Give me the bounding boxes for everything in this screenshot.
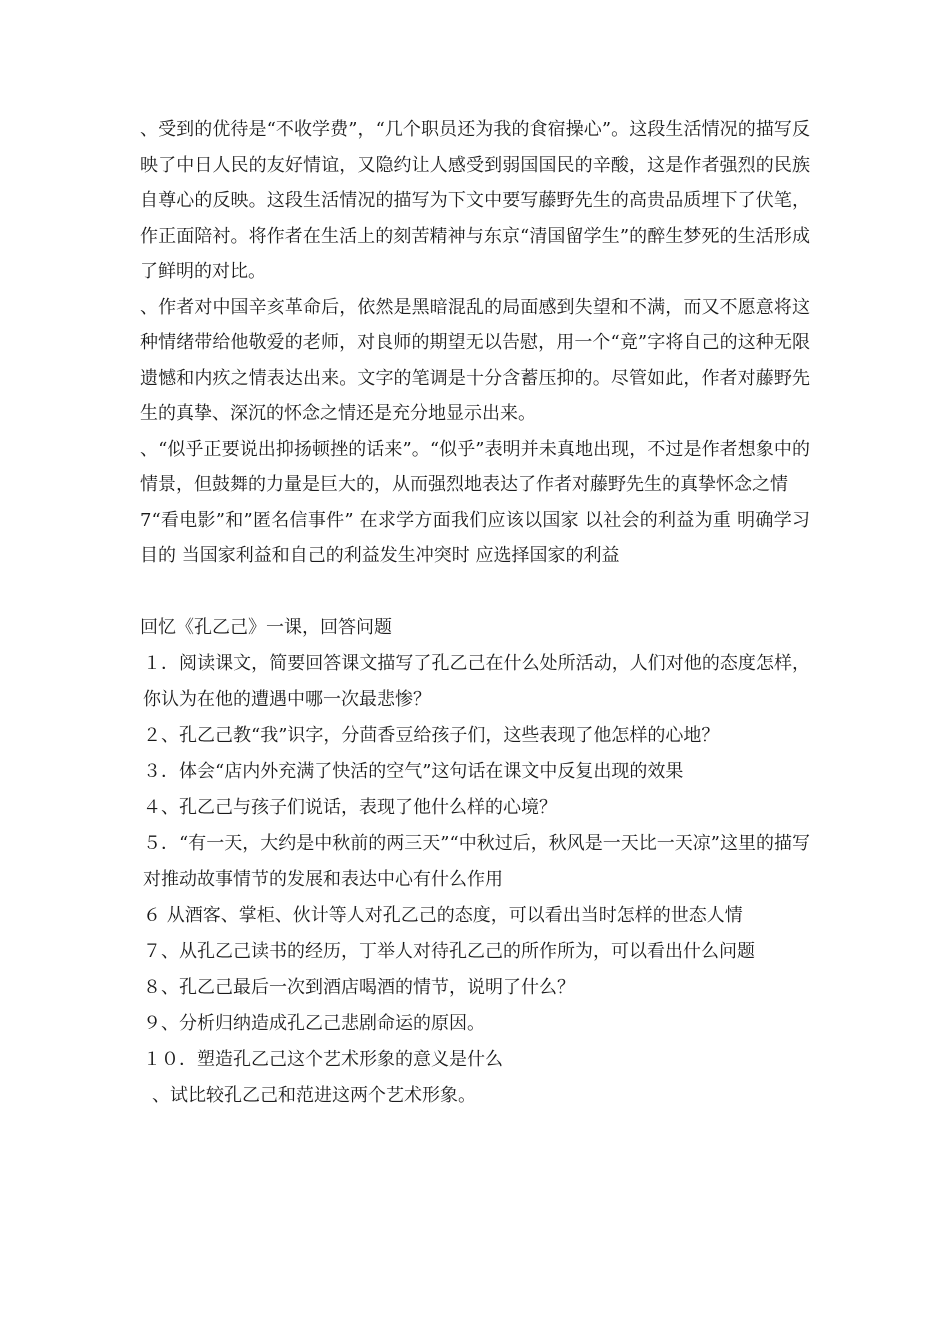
question-1: １．阅读课文，简要回答课文描写了孔乙己在什么处所活动，人们对他的态度怎样，你认为在他的遭遇中哪一次最悲惨？ (143, 652, 810, 710)
answer-paragraph-2: 、作者对中国辛亥革命后，依然是黑暗混乱的局面感到失望和不满，而又不愿意将这种情绪带给他敬爱的老师，对良师的期望无以告慰，用一个“竟”字将自己的这种无限遗憾和内疚之情表达出来。文字的笔调是十分含蓄压抑的。尽管如此，作者对藤野先生的真挚、深沉的怀念之情还是充分地显示出来。 (140, 296, 810, 424)
question-10: １０．塑造孔乙己这个艺术形象的意义是什么 (143, 1048, 503, 1070)
section-heading: 回忆《孔乙己》一课，回答问题 (140, 616, 392, 638)
document-page (140, 112, 810, 1114)
question-11: 、试比较孔乙己和范进这两个艺术形象。 (152, 1084, 476, 1106)
question-3: ３．体会“店内外充满了快活的空气”这句话在课文中反复出现的效果 (143, 760, 684, 782)
answer-paragraph-3: 、“似乎正要说出抑扬顿挫的话来”。“似乎”表明并未真地出现，不过是作者想象中的情景，但鼓舞的力量是巨大的，从而强烈地表达了作者对藤野先生的真挚怀念之情 (140, 438, 810, 495)
question-5: ５．“有一天，大约是中秋前的两三天”“中秋过后，秋风是一天比一天凉”这里的描写对推动故事情节的发展和表达中心有什么作用 (143, 832, 810, 890)
question-4: ４、孔乙己与孩子们说话，表现了他什么样的心境？ (143, 796, 557, 818)
question-8: ８、孔乙己最后一次到酒店喝酒的情节，说明了什么？ (143, 976, 575, 998)
question-2: ２、孔乙己教“我”识字，分茴香豆给孩子们，这些表现了他怎样的心地？ (143, 724, 720, 746)
question-9: ９、分析归纳造成孔乙己悲剧命运的原因。 (143, 1012, 485, 1034)
question-6: ６ 从酒客、掌柜、伙计等人对孔乙己的态度，可以看出当时怎样的世态人情 (143, 904, 743, 926)
answer-paragraph-4: 7“看电影”和”匿名信事件” 在求学方面我们应该以国家 以社会的利益为重 明确学习目的 当国家利益和自己的利益发生冲突时 应选择国家的利益 (140, 509, 810, 566)
answer-paragraph-1: 、受到的优待是“不收学费”，“几个职员还为我的食宿操心”。这段生活情况的描写反映了中日人民的友好情谊，又隐约让人感受到弱国国民的辛酸，这是作者强烈的民族自尊心的反映。这段生活情况的描写为下文中要写藤野先生的高贵品质埋下了伏笔，作正面陪衬。将作者在生活上的刻苦精神与东京“清国留学生”的醉生梦死的生活形成了鲜明的对比。 (140, 119, 810, 282)
section-spacer (140, 574, 810, 610)
question-7: ７、从孔乙己读书的经历，丁举人对待孔乙己的所作所为，可以看出什么问题 (143, 940, 755, 962)
